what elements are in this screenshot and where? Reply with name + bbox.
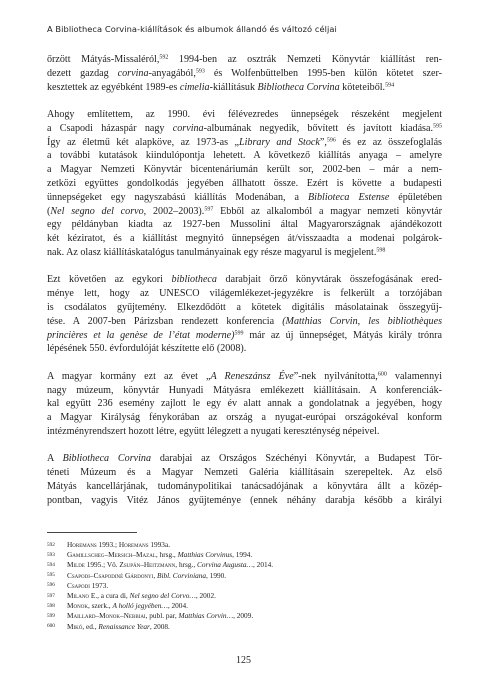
running-head: A Bibliotheca Corvina-kiállítások és albumok állandó és változó céljai bbox=[47, 24, 337, 34]
footnote-number: 598 bbox=[47, 602, 55, 609]
footnote bbox=[47, 622, 442, 632]
footnote bbox=[47, 581, 442, 591]
footnote-text: Milde 1995.; Vö. Zsupán–Heitzmann, hrsg., Corvina Augusta…, 2014. bbox=[67, 560, 274, 570]
footnote-text: Monok, szerk., A holló jegyében…, 2004. bbox=[67, 601, 188, 611]
paragraph: őrzött Mátyás-Missaléról,$^{592}$ 1994-ben az osztrák Nemzeti Könyvtár kiállítást ren- dezett gazdag corvina-anyagából,$^{593}$ és Wolfenbüttelben 1995-ben külön kötetet szer- kesztettek az egyébként 1989-es cimelia-kiállításuk Bibliotheca Corvina köteteiből.$^{594}$ bbox=[47, 54, 443, 93]
paragraph: Ahogy említettem, az 1990. évi félévezredes ünnepségek részeként megjelent a Csapodi házaspár nagy corvina-albumának negyedik, bővített és javított kiadása.$^{595}$ Így az életmű két alapköve, az 1973-as „Library and Stock”,$^{596}$ és ez az összefoglalás a további kutatások kiindulópontja lehetett. A következő kiállítás anyaga – amelyre a Magyar Nemzeti Könyvtár bicentenáriumán került sor, 2002-ben – már a nem- zetközi együttes gondolkodás jegyében állhatott össze. Ezért is követte a budapesti ünnepségeket egy nagyszabású kiállítás Modenában, a Biblioteca Estense épületében (Nel segno del corvo, 2002–2003).$^{597}$ Ebből az alkalomból a magyar nemzeti könyvtár egy példányban kiadta az 1927-ben Mussolini által Magyarországnak ajándékozott két kéziratot, és a kiállítást megnyitó ünnepségen át/visszaadta a modenai polgárok- nak. Az olasz kiállításkatalógus tanulmányainak egy része magyarul is megjelent.$^{598}$ bbox=[47, 108, 442, 258]
footnote-text: Csapodi 1973. bbox=[67, 580, 109, 590]
footnote bbox=[47, 571, 442, 581]
footnote-text: Maillard–Monok–Nebbiai, publ. par, Matthias Corvin…, 2009. bbox=[67, 611, 254, 621]
footnote-number: 593 bbox=[47, 551, 55, 558]
paragraph: Ezt követően az egykori bibliotheca darabjait őrző könyvtárak összefogásának ered- ménye lett, hogy az UNESCO világemlékezet-jegyzékre is felkerült a torzójában is csodálatos gyűjtemény. Elkezdődött a kötetek digitális másolatainak összegyűj- tése. A 2007-ben Párizsban rendezett konferencia (Matthias Corvin, les bibliothèques princières et la genèse de l’état moderne)$^{599}$ már az új ünnepséget, Mátyás király trónra lépésének 550. évfordulóját készítette elő (2008). bbox=[47, 274, 443, 355]
footnotes bbox=[47, 540, 442, 632]
paragraph: A Bibliotheca Corvina darabjai az Országos Széchényi Könyvtár, a Budapest Tör- téneti Múzeum és a Magyar Nemzeti Galéria kiállításain szerepeltek. Az első Mátyás kancellárjának, tudománypolitikai tanácsadójának a könyvtára állt a közép- pontban, vagyis Vitéz János gyűjteménye (ennek néhány darabja később a királyi bbox=[47, 453, 442, 506]
footnote-number: 595 bbox=[47, 572, 55, 579]
paragraph: A magyar kormány ezt az évet „A Reneszánsz Éve”-nek nyilvánította,$^{600}$ valamennyi nagy múzeum, könyvtár Hunyadi Mátyásra emlékezett kiállításain. A konferenciák- kal együtt 236 esemény zajlott le egy év alatt annak a gondolatnak a jegyében, hogy a Magyar Királyság fénykorában az ország a nyugat-európai országokéval konform intézményrendszert hozott létre, együtt lélegzett a nyugati kereszténység népeivel. bbox=[47, 370, 442, 437]
footnote-number: 597 bbox=[47, 592, 55, 599]
footnote-number: 592 bbox=[47, 541, 55, 548]
footnote bbox=[47, 560, 442, 570]
footnote bbox=[47, 550, 442, 560]
footnote-number: 599 bbox=[47, 612, 55, 619]
footnote bbox=[47, 601, 442, 611]
footnote-text: Horemans 1993.; Horemans 1993a. bbox=[67, 540, 171, 549]
footnote-number: 600 bbox=[47, 623, 55, 630]
footnote-text: Mikó, ed., Renaissance Year, 2008. bbox=[67, 621, 170, 631]
footnote-text: Gamillscheg–Mersich–Mazal, hrsg., Matthias Corvinus, 1994. bbox=[67, 550, 253, 560]
page-number: 125 bbox=[236, 655, 251, 666]
footnote-text: Milano E., a cura di, Nel segno del Corvo…, 2002. bbox=[67, 590, 216, 600]
footnote-separator bbox=[47, 532, 137, 533]
body-text bbox=[47, 53, 442, 507]
footnote bbox=[47, 540, 442, 550]
footnote-number: 594 bbox=[47, 561, 55, 568]
footnote bbox=[47, 611, 442, 621]
footnote bbox=[47, 591, 442, 601]
footnote-text: Csapodi–Csapodiné Gárdonyi, Bibl. Corviniana, 1990. bbox=[67, 570, 227, 580]
footnote-number: 596 bbox=[47, 582, 55, 589]
